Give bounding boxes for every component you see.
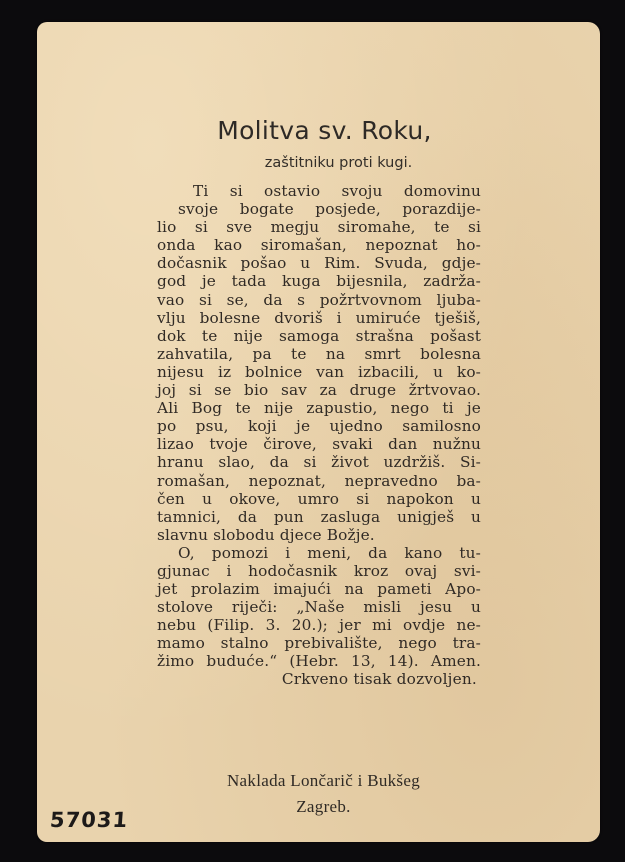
prayer-subtitle: zaštitniku proti kugi. bbox=[264, 155, 413, 171]
prayer-line: svoje bogate posjede, porazdije- bbox=[178, 200, 481, 219]
prayer-line: lio si sve megju siromahe, te si bbox=[157, 218, 481, 237]
prayer-line: nebu (Filip. 3. 20.); jer mi ovdje ne- bbox=[157, 616, 481, 635]
prayer-line: hranu slao, da si život uzdržiš. Si- bbox=[157, 453, 481, 472]
prayer-line: vlju bolesne dvoriš i umiruće tješiš, bbox=[157, 308, 481, 327]
prayer-line: jet prolazim imajući na pameti Apo- bbox=[157, 580, 481, 599]
prayer-line: stolove riječi: „Naše misli jesu u bbox=[157, 598, 481, 617]
prayer-line: dočasnik pošao u Rim. Svuda, gdje- bbox=[157, 254, 481, 273]
prayer-line: čen u okove, umro si napokon u bbox=[157, 489, 481, 508]
prayer-line: zahvatila, pa te na smrt bolesna bbox=[157, 344, 481, 363]
prayer-line: O, pomozi i meni, da kano tu- bbox=[178, 543, 481, 562]
imprimatur-note: Crkveno tisak dozvoljen. bbox=[281, 670, 477, 688]
prayer-line: lizao tvoje čirove, svaki dan nužnu bbox=[157, 435, 481, 454]
prayer-line: nijesu iz bolnice van izbacili, u ko- bbox=[157, 362, 481, 381]
prayer-line: Ali Bog te nije zapustio, nego ti je bbox=[157, 399, 481, 418]
prayer-line: Ti si ostavio svoju domovinu bbox=[193, 182, 481, 200]
prayer-line: dok te nije samoga strašna pošast bbox=[157, 326, 481, 345]
prayer-line: onda kao siromašan, nepoznat ho- bbox=[157, 236, 481, 255]
prayer-line: tamnici, da pun zasluga unigješ u bbox=[157, 507, 481, 526]
handwritten-catalog-number: 57031 bbox=[49, 808, 129, 832]
prayer-card bbox=[37, 22, 600, 842]
prayer-line: god je tada kuga bijesnila, zadrža- bbox=[157, 272, 481, 291]
publisher-name: Naklada Lončarič i Bukšeg bbox=[226, 771, 420, 790]
prayer-line: joj si se bio sav za druge žrtvovao. bbox=[157, 381, 481, 400]
publisher-city: Zagreb. bbox=[296, 797, 351, 816]
prayer-body bbox=[157, 182, 481, 671]
prayer-line: slavnu slobodu djece Božje. bbox=[157, 525, 375, 544]
prayer-title: Molitva sv. Roku, bbox=[217, 116, 432, 145]
prayer-line: romašan, nepoznat, nepravedno ba- bbox=[157, 471, 481, 490]
prayer-line: vao si se, da s požrtvovnom ljuba- bbox=[157, 290, 481, 309]
prayer-line: žimo buduće.“ (Hebr. 13, 14). Amen. bbox=[157, 652, 481, 671]
prayer-line: po psu, koji je ujedno samilosno bbox=[157, 417, 481, 436]
prayer-line: mamo stalno prebivalište, nego tra- bbox=[157, 634, 481, 653]
prayer-line: gjunac i hodočasnik kroz ovaj svi- bbox=[157, 561, 481, 580]
